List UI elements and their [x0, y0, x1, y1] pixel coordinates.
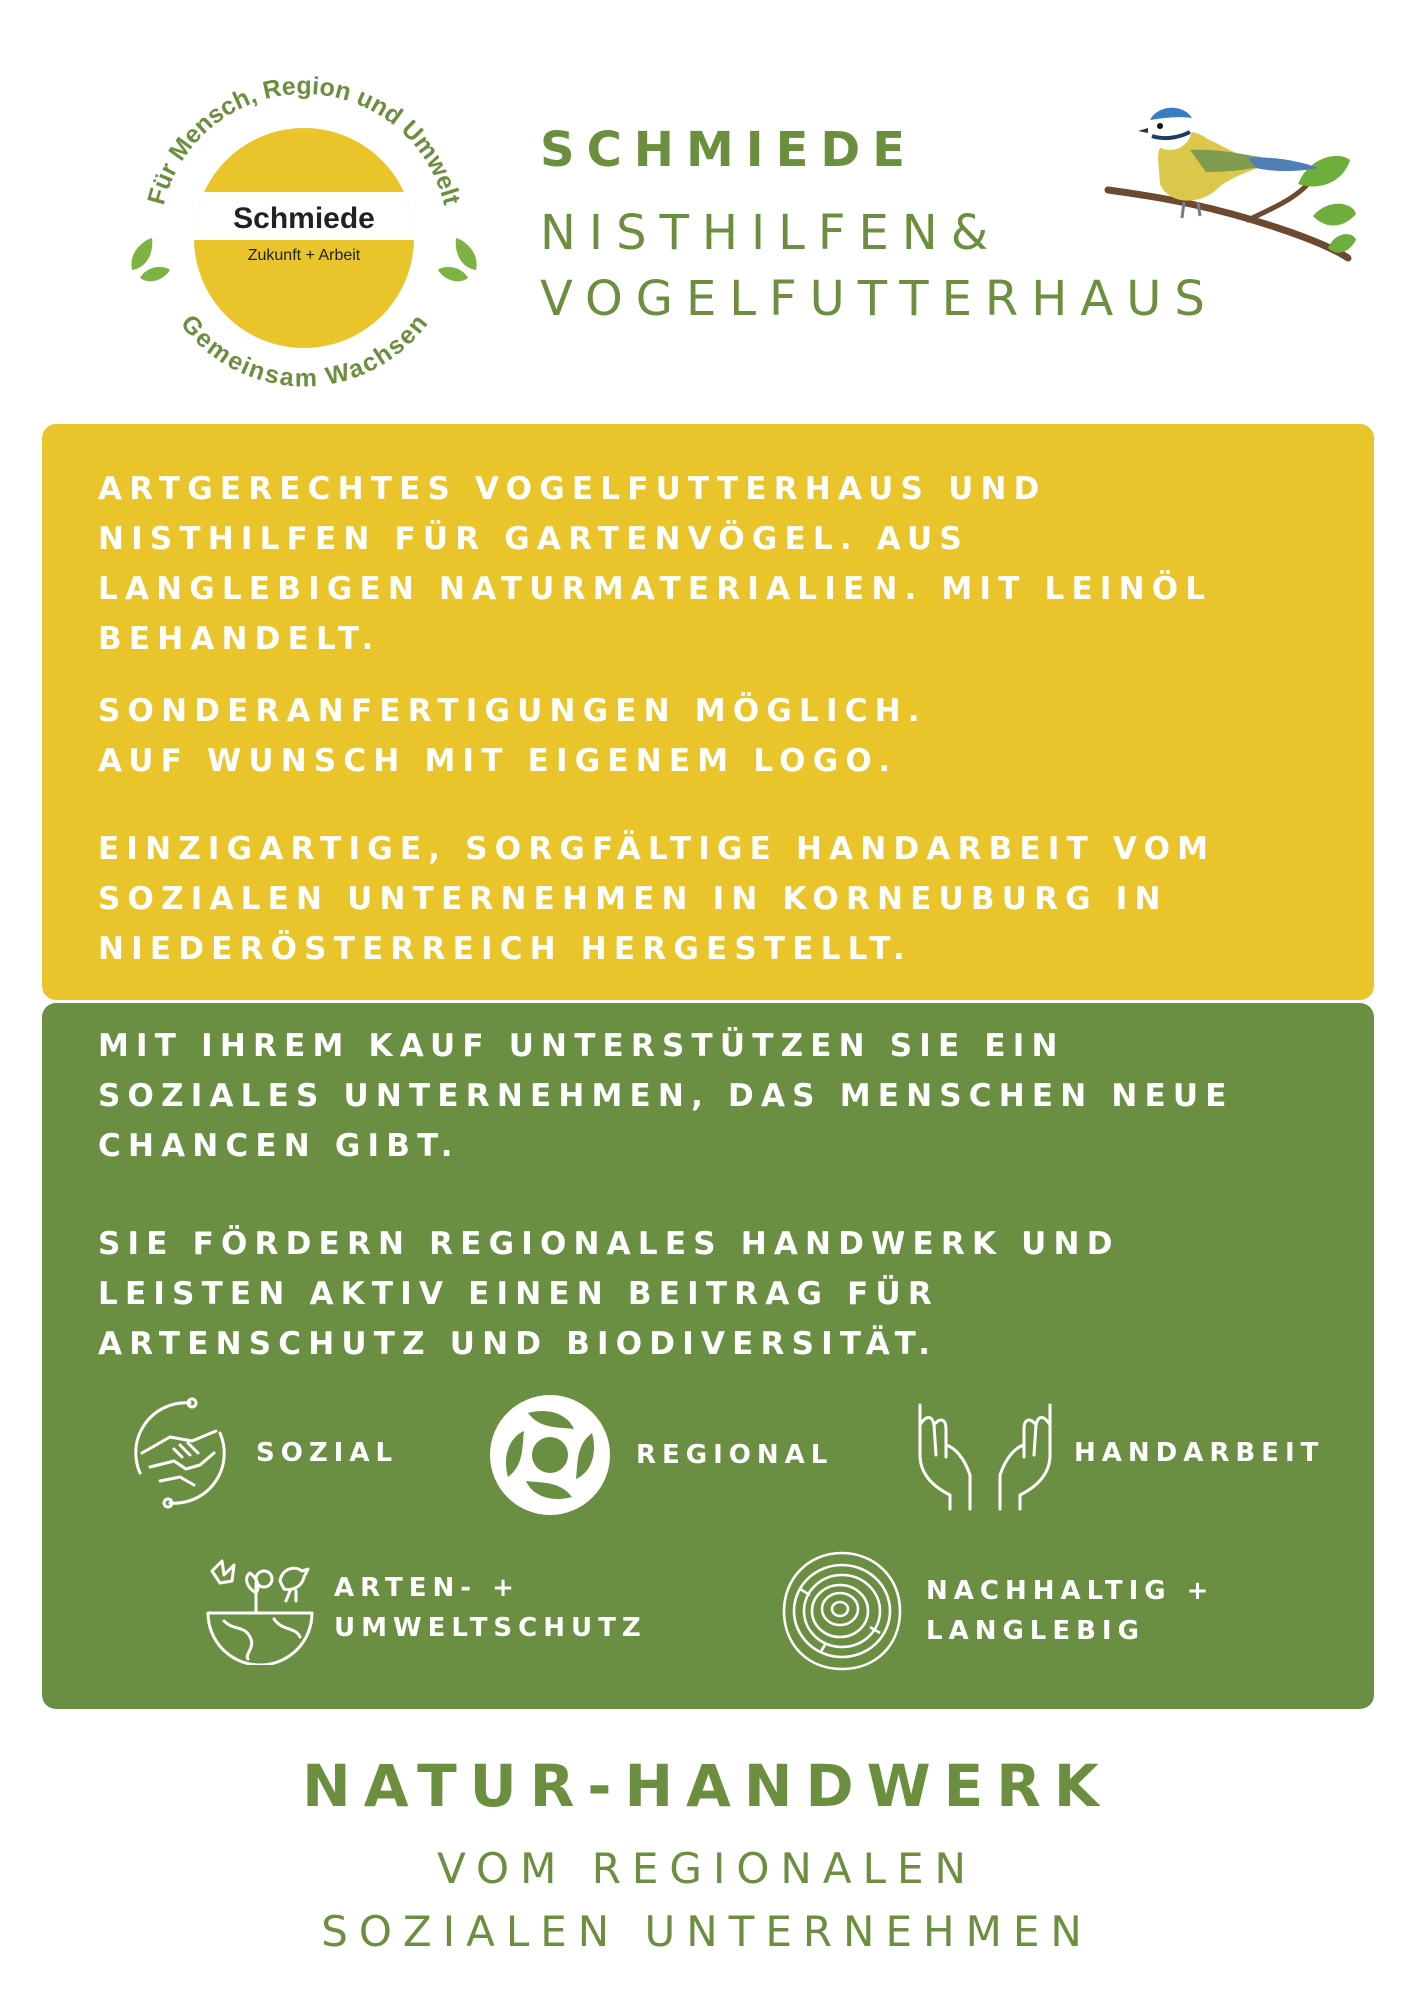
feature-label-artenschutz: ARTEN- + UMWELTSCHUTZ: [334, 1573, 647, 1643]
page-subtitle-2: VOGELFUTTERHAUS: [540, 271, 1218, 327]
feature-handarbeit: [910, 1395, 1324, 1511]
footer-subline-1: VOM REGIONALEN: [437, 1844, 977, 1893]
logo-arc-bottom: Gemeinsam Wachsen: [175, 309, 433, 393]
footer-headline: NATUR-HANDWERK: [302, 1752, 1112, 1820]
regional-text: SIE FÖRDERN REGIONALES HANDWERK UND LEISTEN AKTIV EINEN BEITRAG FÜR ARTENSCHUTZ UND BIODIVERSITÄT.: [98, 1226, 1120, 1362]
social-impact-panel: [42, 1003, 1374, 1709]
footer-subline-2: SOZIALEN UNTERNEHMEN: [321, 1907, 1093, 1956]
support-text: MIT IHREM KAUF UNTERSTÜTZEN SIE EIN SOZIALES UNTERNEHMEN, DAS MENSCHEN NEUE CHANCEN GIBT.: [98, 1028, 1234, 1164]
leaf-icon: [438, 238, 477, 281]
feature-artenschutz: [204, 1551, 647, 1665]
feature-label-nachhaltig: NACHHALTIG + LANGLEBIG: [926, 1576, 1215, 1646]
tree-rings-icon: [780, 1549, 904, 1673]
leaf-icon: [131, 238, 170, 281]
page-title: SCHMIEDE: [540, 122, 918, 178]
feature-sozial: [120, 1393, 398, 1513]
product-info-panel: [42, 424, 1374, 1000]
logo-tagline: Zukunft + Arbeit: [247, 247, 361, 264]
feature-label-handarbeit: HANDARBEIT: [1074, 1438, 1325, 1468]
feature-regional: [488, 1393, 833, 1517]
feature-label-sozial: SOZIAL: [256, 1438, 399, 1468]
custom-orders-text: SONDERANFERTIGUNGEN MÖGLICH. AUF WUNSCH MIT EIGENEM LOGO.: [98, 693, 927, 779]
handmade-origin-text: EINZIGARTIGE, SORGFÄLTIGE HANDARBEIT VOM SOZIALEN UNTERNEHMEN IN KORNEUBURG IN NIEDERÖSTERREICH HERGESTELLT.: [98, 831, 1216, 967]
handshake-icon: [120, 1393, 240, 1513]
logo-arc-top: Für Mensch, Region und Umwelt: [142, 71, 466, 208]
page-subtitle-1: NISTHILFEN&: [540, 205, 1002, 261]
earth-wildlife-icon: [204, 1551, 316, 1665]
blue-tit-bird-icon: [1098, 98, 1358, 278]
logo-name: Schmiede: [233, 202, 375, 235]
leaf-cycle-icon: [488, 1393, 612, 1517]
product-description: ARTGERECHTES VOGELFUTTERHAUS UND NISTHILFEN FÜR GARTENVÖGEL. AUS LANGLEBIGEN NATURMATERIALIEN. MIT LEINÖL BEHANDELT.: [98, 471, 1213, 657]
schmiede-logo: [108, 42, 500, 434]
feature-label-regional: REGIONAL: [636, 1440, 834, 1470]
open-hands-icon: [910, 1395, 1060, 1511]
feature-nachhaltig: [780, 1549, 1214, 1673]
